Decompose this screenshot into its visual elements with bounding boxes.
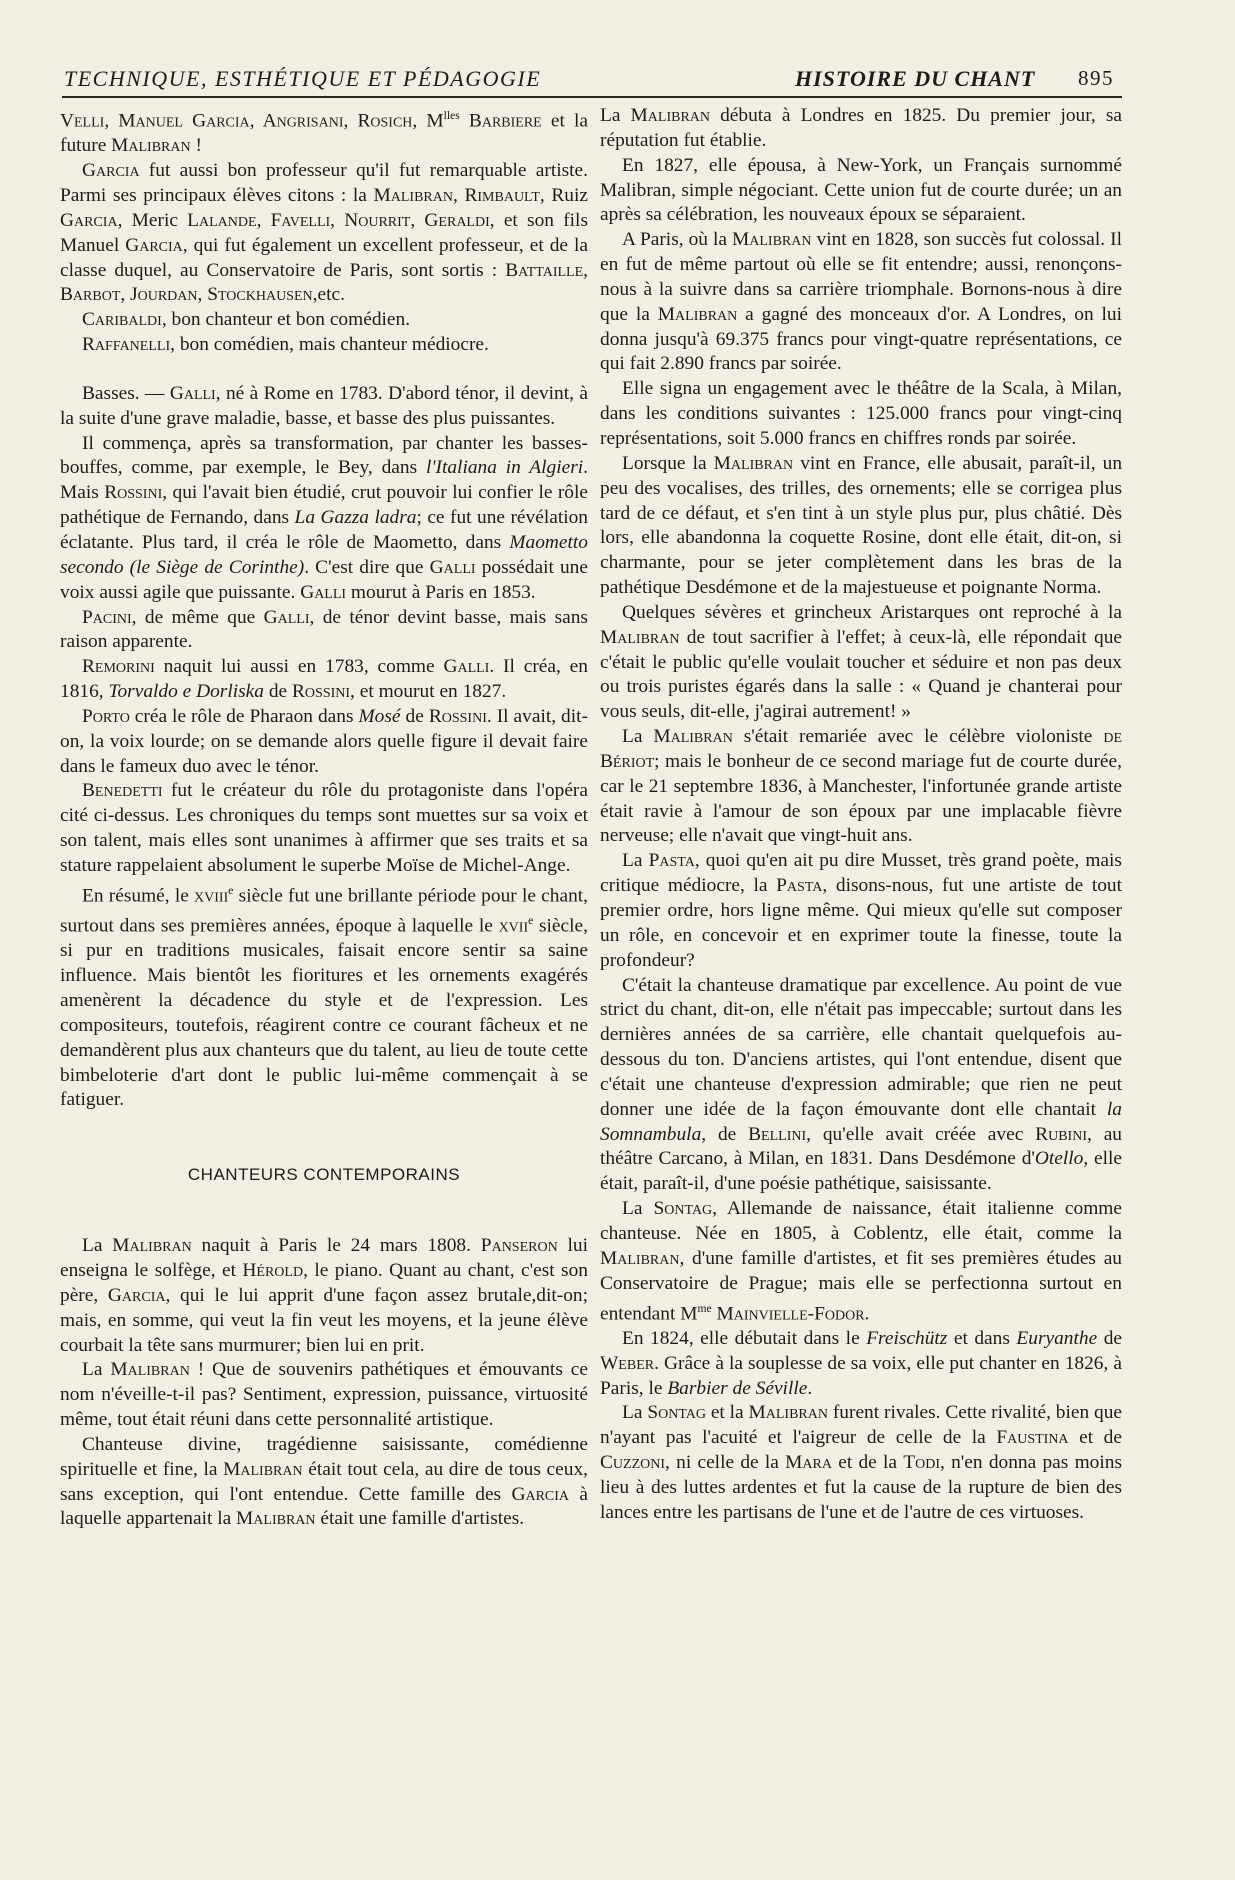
paragraph	[60, 1433, 588, 1532]
small-caps-name: Rossini	[291, 681, 351, 703]
italic-text: Otello	[1034, 1148, 1084, 1170]
text-run: ,	[256, 209, 271, 231]
small-caps-name: Barbiere	[459, 110, 542, 132]
text-run: , de	[701, 1123, 749, 1145]
paragraph	[600, 452, 1122, 601]
right-column	[600, 104, 1122, 1526]
text-run: . Mais	[60, 457, 589, 504]
text-run: , ni celle de la	[665, 1452, 786, 1474]
text-run: , et mourut en 1827.	[350, 681, 507, 703]
section-separator	[60, 358, 588, 382]
text-run: fut le créateur du rôle du protagoniste dans l'opéra cité ci-dessus. Les chroniques du temps sont muettes sur sa voix et son talent, mais elles sont unanimes à affirmer que ses traits et sa stature rappelaient absolument le superbe Moïse de Michel-Ange.	[60, 780, 588, 876]
small-caps-name: Galli	[169, 382, 216, 404]
text-run: . Il avait, dit-on, la voix lourde; on se demande alors quelle figure il devait faire dans le fameux duo avec le ténor.	[60, 705, 588, 777]
text-run: C'était la chanteuse dramatique par excellence. Au point de vue strict du chant, dit-on, elle n'était pas impeccable; surtout dans les dernières années de sa carrière, elle chantait quelquefois au-dessous du ton. D'anciens artistes, qui l'ont entendue, disent que c'était une chanteuse d'expression admirable; que rien ne peut donner une idée de la façon émouvante dont elle chantait	[600, 974, 1122, 1120]
italic-text: Torvaldo e Dorliska	[108, 681, 264, 703]
left-column	[60, 104, 588, 1532]
text-run: , qui l'avait bien étudié, crut pouvoir lui confier le rôle pathétique de Fernando, dans	[60, 482, 588, 529]
paragraph	[600, 1327, 1122, 1402]
small-caps-name: Malibran	[236, 1508, 316, 1530]
text-run: , elle était, paraît-il, d'une poésie pathétique, saisissante.	[600, 1148, 1122, 1195]
text-run: créa le rôle de Pharaon dans	[129, 705, 359, 727]
text-run: lui enseigna le solfège, et	[60, 1235, 588, 1281]
small-caps-name: Garcia	[82, 160, 140, 182]
text-run: vint en France, elle abusait, paraît-il, un peu des vocalises, des trilles, des ornements; elle se corrigea plus tard de ce défaut, et s'en tint à un style plus pur, plus châtié. Dès lors, elle abandonna la coquette Rosine, dont elle était, dit-on, si charmante, pour se jeter complètement dans les bras de la pathétique Desdémone et de la majestueuse et poignante Norma.	[600, 452, 1123, 599]
superscript: e	[228, 883, 234, 897]
text-run: Il commença, après sa transformation, par chanter les basses-bouffes, comme, par exemple, le Bey, dans	[60, 432, 588, 479]
small-caps-name: Malibran	[653, 726, 733, 748]
small-caps-name: Malibran	[657, 303, 738, 325]
text-run: naquit à Paris le 24 mars 1808.	[191, 1235, 481, 1257]
text-run: , bon comédien, mais chanteur médiocre.	[170, 334, 489, 356]
small-caps-name: Pasta	[776, 875, 823, 897]
small-caps-name: Malibran	[223, 1458, 303, 1480]
paragraph	[60, 432, 588, 606]
header-rule	[62, 96, 1122, 98]
text-run: naquit lui aussi en 1783, comme	[154, 656, 444, 678]
small-caps-name: Porto	[82, 705, 130, 727]
text-run: était une famille d'artistes.	[315, 1508, 525, 1530]
text-run: Quelques sévères et grincheux Aristarques ont reproché à la	[622, 601, 1122, 623]
small-caps-name: Panseron	[480, 1235, 558, 1257]
page-number: 895	[1078, 66, 1114, 90]
running-header-left: TECHNIQUE, ESTHÉTIQUE ET PÉDAGOGIE	[64, 66, 542, 91]
text-run: , Meric	[117, 209, 188, 231]
paragraph	[600, 849, 1122, 973]
small-caps-name: Garcia	[511, 1483, 570, 1505]
small-caps-name: Weber	[600, 1352, 655, 1374]
text-run: Elle signa un engagement avec le théâtre de la Scala, à Milan, dans les conditions suivantes : 125.000 francs pour vingt-cinq représentations, soit 5.000 francs en chiffres ronds par soirée.	[600, 378, 1122, 449]
paragraph	[60, 655, 588, 705]
text-run: , né à Rome en 1783. D'abord ténor, il devint, à la suite d'une grave maladie, basse, et basse des plus puissantes.	[60, 382, 588, 429]
paragraph	[60, 1358, 588, 1433]
small-caps-name: Garcia	[107, 1284, 166, 1306]
text-run: , qui fut également un excellent professeur, et de la classe duquel, au Conservatoire de Paris, sont sortis :	[60, 234, 588, 281]
text-run: En 1824, elle débutait dans le	[622, 1327, 867, 1349]
text-run: ,etc.	[312, 284, 345, 306]
text-run: Chanteuse divine, tragédienne saisissante, comédienne spirituelle et fine, la	[60, 1433, 588, 1480]
text-run: Lorsque la	[622, 452, 714, 474]
paragraph	[600, 154, 1122, 229]
small-caps-name: Malibran	[630, 105, 711, 126]
text-run: et dans	[947, 1327, 1017, 1349]
text-run: .	[807, 1377, 813, 1399]
running-header-right: HISTOIRE DU CHANT	[795, 66, 1036, 91]
text-run: et la	[705, 1402, 749, 1424]
text-run: vint en 1828, son succès fut colossal. Il en fut de même partout où elle se fit entendre; aussi, renonçons-nous à la suivre dans sa carrière triomphale. Bornons-nous à dire que la	[600, 229, 1122, 325]
text-run: de	[400, 705, 429, 727]
text-run: fut aussi bon professeur qu'il fut remarquable artiste. Parmi ses principaux élèves citons : la	[60, 160, 588, 206]
italic-text: Barbier de Séville	[667, 1377, 808, 1399]
superscript: me	[697, 1301, 712, 1315]
italic-text: l'Italiana in Algieri	[425, 457, 584, 479]
text-run: !	[190, 135, 202, 157]
small-caps-name: Malibran	[600, 626, 680, 648]
text-run: , Allemande de naissance, était italienne comme chanteuse. Née en 1805, à Coblentz, elle était, comme la	[600, 1198, 1122, 1244]
paragraph	[60, 382, 588, 432]
text-run: , au théâtre Carcano, à Milan, en 1831. Dans Desdémone d'	[600, 1123, 1122, 1170]
small-caps-name: Cuzzoni	[600, 1452, 666, 1474]
small-caps-name: Malibran	[112, 1235, 192, 1257]
text-run: Basses. —	[82, 382, 170, 404]
superscript: lles	[443, 109, 460, 122]
text-run: furent rivales. Cette rivalité, bien que n'ayant pas l'acuité et l'aigreur de celle de la	[600, 1402, 1122, 1449]
text-run: de	[1097, 1327, 1122, 1349]
small-caps-name: de Bériot	[600, 726, 1122, 772]
text-run: ; ce fut une révélation éclatante. Plus tard, il créa le rôle de Maometto, dans	[60, 507, 588, 553]
small-caps-name: Benedetti	[82, 780, 163, 802]
text-run: La	[622, 1198, 654, 1220]
text-run: La	[82, 1359, 111, 1381]
paragraph	[60, 1234, 588, 1358]
small-caps-name: Sontag	[647, 1402, 706, 1424]
text-run: possédait une voix aussi agile que puissante.	[60, 556, 588, 603]
text-run: , de même que	[131, 606, 264, 628]
text-run: , Ruiz	[539, 185, 588, 206]
paragraph	[600, 104, 1122, 154]
small-caps-name: xvii	[498, 915, 529, 937]
text-run: . Grâce à la souplesse de sa voix, elle put chanter en 1826, à Paris, le	[600, 1352, 1122, 1399]
paragraph	[600, 601, 1122, 725]
small-caps-name: Galli	[443, 656, 490, 678]
paragraph	[600, 1197, 1122, 1327]
paragraph	[60, 606, 588, 656]
small-caps-name: Malibran	[748, 1402, 828, 1424]
text-run: et de	[1068, 1427, 1122, 1449]
small-caps-name: Battaille, Barbot, Jourdan, Stockhausen	[60, 259, 588, 306]
text-run: , quoi qu'en ait pu dire Musset, très grand poète, mais critique médiocre, la	[600, 850, 1122, 897]
text-run: , d'une famille d'artistes, et fit ses premières études au Conservatoire de Prague; mais elle se perfectionna surtout en entendant M	[600, 1247, 1122, 1324]
text-run: , et son fils Manuel	[60, 209, 588, 256]
small-caps-name: Lalande	[187, 209, 257, 231]
paragraph	[60, 104, 588, 159]
small-caps-name: Malibran	[373, 185, 453, 206]
text-run: .	[864, 1302, 870, 1324]
text-run: de tout sacrifier à l'effet; à ceux-là, elle répondait que c'était le public qu'elle voulait toucher et séduire et non pas deux ou trois puristes égarés dans la salle : « Quand je chanterai pour vous seuls, dit-elle, j'agirai autrement! »	[600, 626, 1122, 723]
text-run: A Paris, où la	[622, 229, 733, 251]
text-run: à laquelle appartenait la	[60, 1483, 588, 1530]
paragraph	[60, 333, 588, 358]
text-run: , qui le lui apprit d'une façon assez brutale,dit-on; mais, en somme, qui veut la fin veut les moyens, et la jeune élève courbait la tête sans murmurer; bien lui en prit.	[60, 1284, 588, 1356]
text-run: et la future	[60, 110, 589, 157]
paragraph	[60, 159, 588, 308]
small-caps-name: Galli	[300, 581, 347, 603]
small-caps-name: Caribaldi	[82, 309, 162, 331]
small-caps-name: Malibran	[110, 1359, 190, 1381]
small-caps-name: Faustina	[996, 1427, 1069, 1449]
text-run: , disons-nous, fut une artiste de tout premier ordre, hors ligne même. Qui mieux qu'elle sut composer un rôle, en concevoir et en exprimer toute la finesse, toute la profondeur?	[600, 875, 1122, 971]
italic-text: La Gazza ladra	[294, 507, 417, 529]
text-run: La	[82, 1235, 113, 1257]
text-run: ; mais le bonheur de ce second mariage fut de courte durée, car le 21 septembre 1836, à Manchester, l'infortunée grande artiste était ravie à l'amour de son époux par une implacable fièvre nerveuse; elle n'avait que vingt-huit ans.	[600, 750, 1122, 847]
small-caps-name: xviii	[194, 885, 229, 907]
text-run: siècle, si pur en traditions musicales, faisait encore sentir sa saine influence. Mais bientôt les fioritures et les ornements exagérés amenèrent la décadence du style et de l'expression. Les compositeurs, toutefois, réagirent contre ce courant fâcheux et ne demandèrent plus aux chanteurs que du talent, au lieu de toute cette bimbeloterie d'art dont le public lui-même commençait à se fatiguer.	[60, 915, 588, 1111]
text-run: , n'en donna pas moins lieu à des luttes ardentes et fut la cause de la rupture de bien des lances entre les partisans de l'une et de l'autre de ces virtuoses.	[600, 1452, 1123, 1523]
text-run: de	[263, 681, 292, 703]
paragraph	[60, 879, 588, 1114]
small-caps-name: Rossini	[428, 705, 487, 727]
section-heading: CHANTEURS CONTEMPORAINS	[187, 1165, 461, 1185]
small-caps-name: Galli	[263, 606, 310, 628]
text-run: ! Que de souvenirs pathétiques et émouvants ce nom n'éveille-t-il pas? Sentiment, expression, puissance, virtuosité même, tout était réuni dans cette personnalité artistique.	[60, 1359, 588, 1431]
text-run: mourut à Paris en 1853.	[346, 581, 536, 603]
text-run: La	[622, 1402, 648, 1424]
small-caps-name: Malibran	[600, 1247, 680, 1269]
small-caps-name: Malibran	[713, 452, 794, 474]
paragraph	[60, 705, 588, 780]
small-caps-name: Malibran	[111, 135, 191, 157]
small-caps-name: Malibran	[732, 229, 812, 251]
small-caps-name: Mainvielle-Fodor	[711, 1302, 865, 1324]
small-caps-name: Remorini	[82, 656, 155, 678]
text-run: ,	[452, 185, 465, 206]
text-run: . C'est dire que	[304, 556, 430, 578]
italic-text: Mosé	[358, 705, 401, 727]
text-run: , qu'elle avait créée avec	[806, 1123, 1036, 1145]
small-caps-name: Todi	[903, 1452, 940, 1474]
text-run: La	[600, 105, 631, 126]
paragraph	[600, 1401, 1122, 1525]
small-caps-name: Mara	[785, 1452, 832, 1474]
italic-text: Maometto secondo (le Siège de Corinthe)	[60, 531, 588, 578]
small-caps-name: Hérold	[242, 1260, 304, 1281]
small-caps-name: Garcia	[125, 234, 183, 256]
small-caps-name: Rubini	[1035, 1123, 1087, 1145]
italic-text: Euryanthe	[1016, 1327, 1098, 1349]
text-run: s'était remariée avec le célèbre violoniste	[732, 726, 1104, 748]
superscript: e	[528, 914, 534, 928]
text-run: , bon chanteur et bon comédien.	[161, 309, 411, 331]
paragraph	[600, 974, 1122, 1198]
paragraph	[60, 779, 588, 878]
text-run: , de ténor devint basse, mais sans raison apparente.	[60, 606, 588, 653]
text-run: siècle fut une brillante période pour le chant, surtout dans ses premières années, époque à laquelle le	[60, 885, 589, 937]
italic-text: Freischütz	[866, 1327, 948, 1349]
italic-text: la Somnambula	[600, 1098, 1122, 1145]
text-run: et de la	[831, 1452, 904, 1474]
paragraph	[600, 228, 1122, 377]
small-caps-name: Sontag	[653, 1198, 713, 1220]
small-caps-name: Galli	[429, 556, 476, 578]
text-run: . Il créa, en 1816,	[60, 656, 588, 703]
small-caps-name: Raffanelli	[82, 334, 171, 356]
text-run: La	[622, 726, 654, 748]
small-caps-name: Pasta	[648, 850, 695, 872]
paragraph	[600, 377, 1122, 452]
small-caps-name: Garcia	[60, 209, 118, 231]
text-run: En résumé, le	[82, 885, 195, 907]
small-caps-name: Velli, Manuel Garcia, Angrisani, Rosich, M	[60, 110, 444, 132]
small-caps-name: Rimbault	[464, 185, 540, 206]
text-run: était tout cela, au dire de tous ceux, sans exception, qui l'ont entendue. Cette famille des	[60, 1458, 588, 1505]
small-caps-name: Bellini	[748, 1123, 807, 1145]
small-caps-name: Rossini	[104, 482, 163, 504]
paragraph	[60, 308, 588, 333]
paragraph	[600, 725, 1122, 849]
small-caps-name: Pacini	[82, 606, 132, 628]
text-run: La	[622, 850, 649, 872]
small-caps-name: Favelli, Nourrit, Geraldi	[270, 209, 490, 231]
text-run: En 1827, elle épousa, à New-York, un Français surnommé Malibran, simple négociant. Cette union fut de courte durée; un an après sa célébration, les nouveaux époux se séparaient.	[600, 154, 1122, 226]
text-run: , le piano. Quant au chant, c'est son père,	[60, 1260, 588, 1306]
text-run: débuta à Londres en 1825. Du premier jour, sa réputation fut établie.	[600, 105, 1122, 151]
text-run: a gagné des monceaux d'or. A Londres, on lui donna jusqu'à 69.375 francs pour vingt-quatre représentations, ce qui fait 2.890 francs par soirée.	[600, 303, 1123, 375]
